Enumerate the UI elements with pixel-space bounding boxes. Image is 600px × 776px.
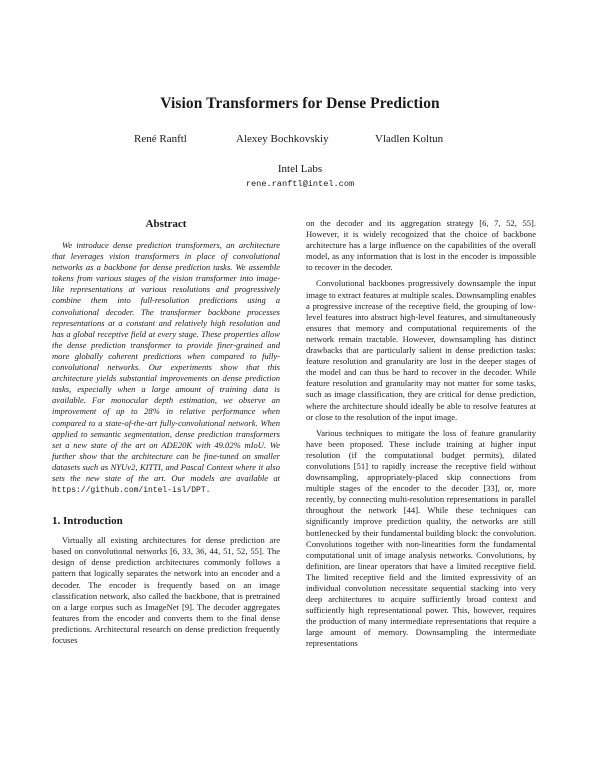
code-url: https://github.com/intel-isl/DPT.: [52, 486, 211, 496]
left-column: [52, 218, 280, 650]
right-column: [306, 218, 536, 655]
section-heading-introduction: 1. Introduction: [52, 515, 123, 528]
intro-paragraph-1: Virtually all existing architectures for dense prediction are based on convolutional networks [6, 33, 36, 44, 51, 52, 55]. The design of dense prediction architectures commonly follows a pattern that logically separates the network into an encoder and a decoder. The encoder is frequently based on an image classification network, also called the backbone, that is pretrained on a large corpus such as ImageNet [9]. The decoder aggregates features from the encoder and converts them to the final dense predictions. Architectural research on dense prediction frequently focuses: [52, 535, 280, 645]
intro-paragraph-2: Convolutional backbones progressively downsample the input image to extract features at multiple scales. Downsampling enables a progressive increase of the receptive field, the grouping of low-level features into abstract high-level features, and simultaneously ensures that memory and computational requirements of the network remain tractable. However, downsampling has distinct drawbacks that are particularly salient in dense prediction tasks: feature resolution and granularity are lost in the deeper stages of the model and can thus be hard to recover in the decoder. While feature resolution and granularity may not matter for some tasks, such as image classification, they are critical for dense prediction, where the architecture should ideally be able to resolve features at or close to the resolution of the input image.: [306, 278, 536, 422]
author-name: Alexey Bochkovskiy: [236, 133, 329, 145]
abstract-heading: Abstract: [145, 218, 187, 230]
author-name: Vladlen Koltun: [375, 133, 444, 145]
abstract-text: We introduce dense prediction transformers, an architecture that leverages vision transformers in place of convolutional networks as a backbone for dense prediction tasks. We assemble tokens from various stages of the vision transformer into image-like representations at various resolutions and progressively combine them into full-resolution predictions using a convolutional decoder. The transformer backbone processes representations at a constant and relatively high resolution and has a global receptive field at every stage. These properties allow the dense prediction transformer to provide finer-grained and more globally coherent predictions when compared to fully-convolutional networks. Our experiments show that this architecture yields substantial improvements on dense prediction tasks, especially when a large amount of training data is available. For monocular depth estimation, we observe an improvement of up to 28% in relative performance when compared to a state-of-the-art fully-convolutional network. When applied to semantic segmentation, dense prediction transformers set a new state of the art on ADE20K with 49.02% mIoU. We further show that the architecture can be fine-tuned on smaller datasets such as NYUv2, KITTI, and Pascal Context where it also sets the new state of the art. Our models are available at: [52, 240, 280, 483]
intro-paragraph-3: Various techniques to mitigate the loss of feature granularity have been proposed. These include training at higher input resolution (if the computational budget permits), dilated convolutions [51] to rapidly increase the receptive field without downsampling, appropriately-placed skip connections from multiple stages of the encoder to the decoder [33], or, more recently, by connecting multi-resolution representations in parallel throughout the network [44]. While these techniques can significantly improve prediction quality, the networks are still bottlenecked by their fundamental building block: the convolution. Convolutions together with non-linearities form the fundamental computational unit of image analysis networks. Convolutions, by definition, are linear operators that have a limited receptive field. The limited receptive field and the limited expressivity of an individual convolution necessitate sequential stacking into very deep architectures to acquire sufficiently broad context and sufficiently high representational power. This, however, requires the production of many intermediate representations that require a large amount of memory. Downsampling the intermediate representations: [306, 427, 536, 649]
author-name: René Ranftl: [134, 133, 187, 145]
intro-paragraph-continued: on the decoder and its aggregation strategy [6, 7, 52, 55]. However, it is widely recognized that the choice of backbone architecture has a large influence on the capabilities of the overall model, as any information that is lost in the encoder is impossible to recover in the decoder.: [306, 218, 536, 273]
abstract-body: [52, 240, 280, 496]
author-list: [0, 133, 600, 149]
paper-title: Vision Transformers for Dense Prediction: [160, 95, 440, 112]
author-email: rene.ranftl@intel.com: [245, 179, 355, 189]
affiliation: Intel Labs: [277, 163, 323, 175]
